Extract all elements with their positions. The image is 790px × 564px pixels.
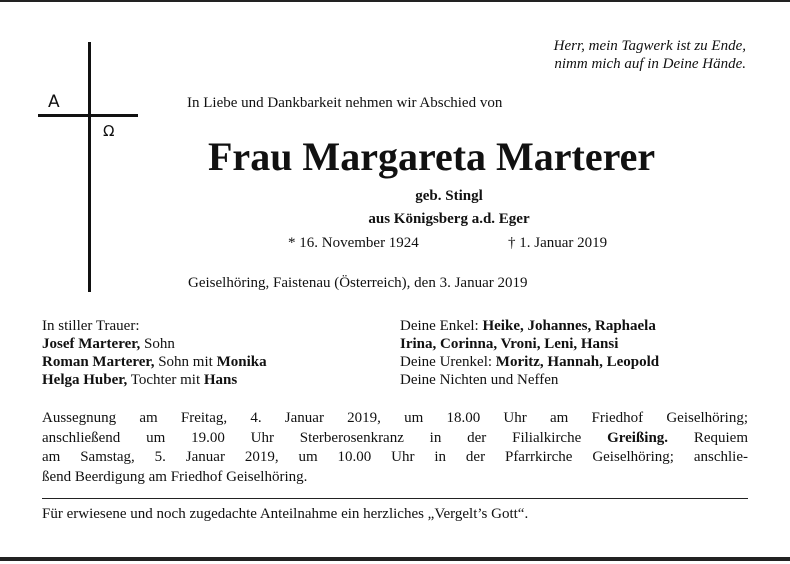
mourner-partner: Monika <box>216 354 267 370</box>
great-grandchildren-names: Moritz, Hannah, Leopold <box>495 354 660 370</box>
mourner-relation: Tochter mit <box>127 372 204 388</box>
deceased-name: Frau Margareta Marterer <box>208 134 656 179</box>
mourner-name: Helga Huber, <box>42 372 128 388</box>
grandchildren-row-2 <box>400 335 659 353</box>
mourner-row <box>42 335 267 353</box>
motto-line-1: Herr, mein Tagwerk ist zu Ende, <box>553 38 746 54</box>
service-line-2 <box>42 429 748 449</box>
mourner-partner: Hans <box>203 372 238 388</box>
mourner-row <box>42 371 267 389</box>
service-line-4: ßend Beerdigung am Friedhof Geiselhöring. <box>42 468 308 485</box>
bottom-border <box>0 557 790 561</box>
mourner-name: Roman Marterer, <box>42 354 155 370</box>
birth-date: * 16. November 1924 <box>288 235 419 251</box>
service-details <box>42 409 748 487</box>
great-grandchildren-row <box>400 353 659 371</box>
cross-horizontal-bar <box>38 114 138 117</box>
death-date: † 1. Januar 2019 <box>508 235 608 251</box>
motto-line-2: nimm mich auf in Deine Hände. <box>554 56 746 72</box>
mourner-relation: Sohn mit <box>154 354 217 370</box>
place-and-date: Geiselhöring, Faistenau (Österreich), den 3. Januar 2019 <box>188 275 528 291</box>
place-of-origin: aus Königsberg a.d. Eger <box>368 211 530 227</box>
mourner-row <box>42 353 267 371</box>
service-text: anschließend um 19.00 Uhr Sterberosenkranz in der Filialkirche <box>42 429 608 446</box>
intro-text: In Liebe und Dankbarkeit nehmen wir Abschied von <box>187 95 503 111</box>
grandchildren-names-2: Irina, Corinna, Vroni, Leni, Hansi <box>400 336 619 352</box>
grandchildren-row <box>400 317 659 335</box>
mourner-name: Josef Marterer, <box>42 336 141 352</box>
grandchildren-names: Heike, Johannes, Raphaela <box>482 318 656 334</box>
omega-symbol: Ω <box>103 122 115 140</box>
grandchildren-label: Deine Enkel: <box>400 318 483 334</box>
chapel-name: Greißing. <box>607 429 669 446</box>
service-line-3: am Samstag, 5. Januar 2019, um 10.00 Uhr in der Pfarrkirche Geiselhöring; anschlie- <box>42 449 748 465</box>
service-text: Requiem <box>668 429 749 446</box>
mourner-relation: Sohn <box>140 336 175 352</box>
mourners-right-column <box>400 317 659 389</box>
service-line-1: Aussegnung am Freitag, 4. Januar 2019, um 18.00 Uhr am Friedhof Geiselhöring; <box>42 410 748 426</box>
divider-line <box>42 498 748 499</box>
mourners-heading: In stiller Trauer: <box>42 318 140 334</box>
thanks-line: Für erwiesene und noch zugedachte Anteilnahme ein herzliches „Vergelt’s Gott“. <box>42 506 529 522</box>
great-grandchildren-label: Deine Urenkel: <box>400 354 496 370</box>
mourners-left-column <box>42 317 267 389</box>
alpha-symbol: A <box>48 92 60 112</box>
nieces-nephews-row: Deine Nichten und Neffen <box>400 372 559 388</box>
cross-vertical-bar <box>88 42 91 292</box>
maiden-name: geb. Stingl <box>415 188 483 204</box>
top-border <box>0 0 790 2</box>
motto-verse <box>554 37 746 73</box>
